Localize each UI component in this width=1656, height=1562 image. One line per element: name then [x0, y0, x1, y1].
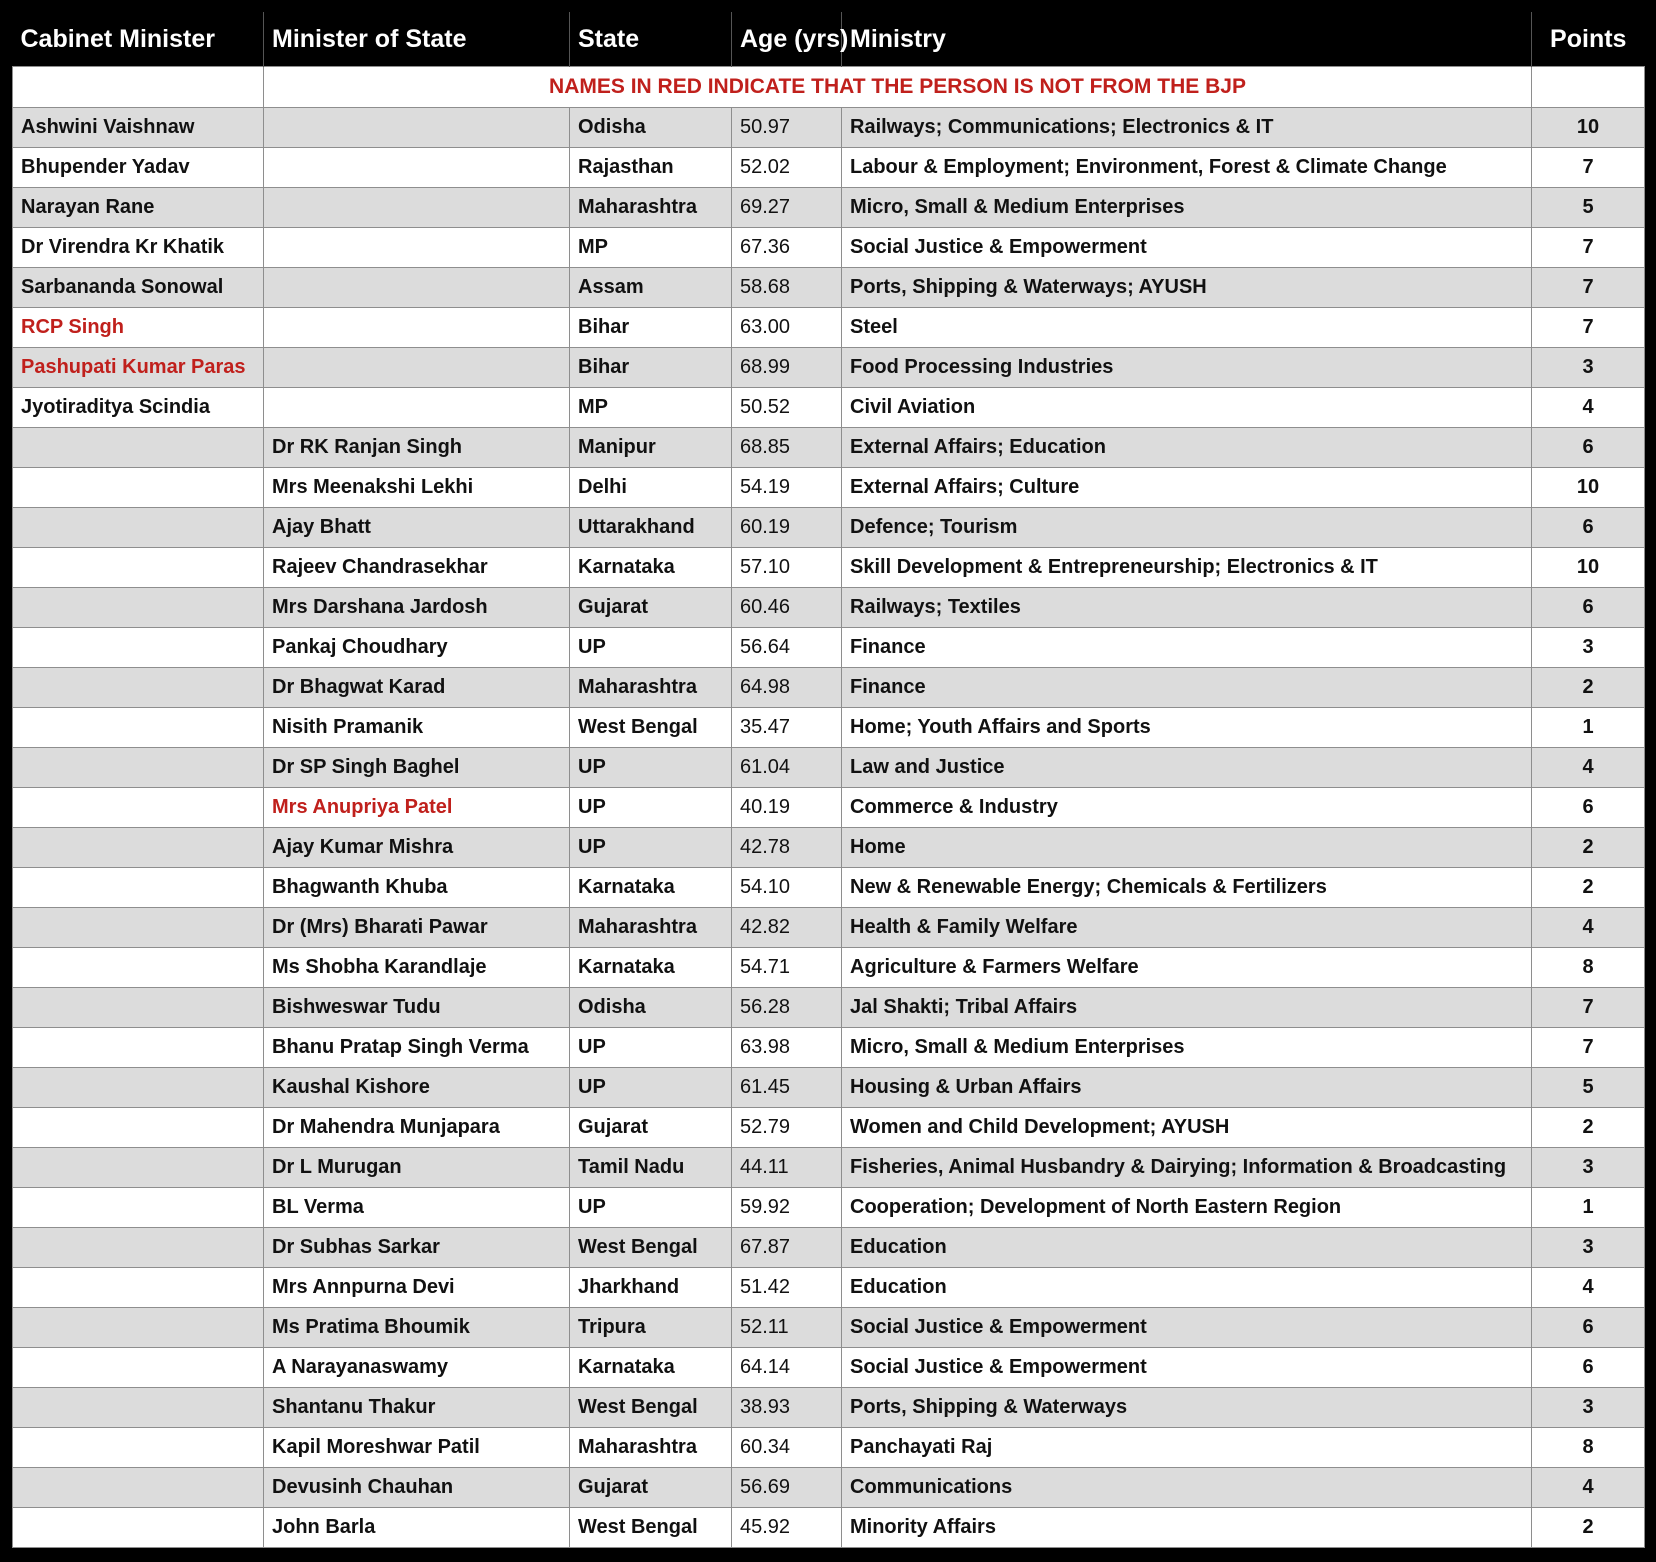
- minister-of-state-cell: Dr SP Singh Baghel: [264, 748, 570, 788]
- ministry-cell: Finance: [842, 628, 1532, 668]
- minister-of-state-cell: BL Verma: [264, 1188, 570, 1228]
- age-cell: 51.42: [732, 1268, 842, 1308]
- minister-of-state-cell: Kapil Moreshwar Patil: [264, 1428, 570, 1468]
- table-row: [13, 348, 1645, 388]
- col-header-points: Points: [1532, 12, 1645, 67]
- table-row: [13, 828, 1645, 868]
- minister-of-state-cell: Rajeev Chandrasekhar: [264, 548, 570, 588]
- points-cell: 7: [1532, 308, 1645, 348]
- minister-of-state-cell: Mrs Anupriya Patel: [264, 788, 570, 828]
- table-row: [13, 748, 1645, 788]
- age-cell: 56.64: [732, 628, 842, 668]
- age-cell: 60.34: [732, 1428, 842, 1468]
- cabinet-minister-cell: [13, 468, 264, 508]
- minister-of-state-cell: Ajay Kumar Mishra: [264, 828, 570, 868]
- cabinet-minister-cell: Jyotiraditya Scindia: [13, 388, 264, 428]
- table-row: [13, 468, 1645, 508]
- minister-of-state-cell: Dr RK Ranjan Singh: [264, 428, 570, 468]
- age-cell: 59.92: [732, 1188, 842, 1228]
- state-cell: Maharashtra: [570, 668, 732, 708]
- note-empty-cell: [1532, 67, 1645, 108]
- age-cell: 67.36: [732, 228, 842, 268]
- ministry-cell: Micro, Small & Medium Enterprises: [842, 1028, 1532, 1068]
- points-cell: 4: [1532, 1468, 1645, 1508]
- table-row: [13, 228, 1645, 268]
- cabinet-minister-cell: Dr Virendra Kr Khatik: [13, 228, 264, 268]
- cabinet-minister-cell: [13, 668, 264, 708]
- ministry-cell: Defence; Tourism: [842, 508, 1532, 548]
- points-cell: 6: [1532, 588, 1645, 628]
- age-cell: 35.47: [732, 708, 842, 748]
- minister-of-state-cell: [264, 148, 570, 188]
- cabinet-minister-cell: [13, 908, 264, 948]
- state-cell: UP: [570, 788, 732, 828]
- cabinet-minister-cell: [13, 1068, 264, 1108]
- ministry-cell: Cooperation; Development of North Eastern Region: [842, 1188, 1532, 1228]
- points-cell: 3: [1532, 1148, 1645, 1188]
- ministry-cell: Railways; Communications; Electronics & IT: [842, 108, 1532, 148]
- points-cell: 10: [1532, 468, 1645, 508]
- ministry-cell: Micro, Small & Medium Enterprises: [842, 188, 1532, 228]
- age-cell: 45.92: [732, 1508, 842, 1548]
- minister-of-state-cell: Shantanu Thakur: [264, 1388, 570, 1428]
- points-cell: 8: [1532, 948, 1645, 988]
- ministry-cell: Skill Development & Entrepreneurship; Electronics & IT: [842, 548, 1532, 588]
- non-bjp-note: NAMES IN RED INDICATE THAT THE PERSON IS NOT FROM THE BJP: [264, 67, 1532, 108]
- minister-of-state-cell: Kaushal Kishore: [264, 1068, 570, 1108]
- table-row: [13, 188, 1645, 228]
- age-cell: 60.46: [732, 588, 842, 628]
- points-cell: 5: [1532, 188, 1645, 228]
- cabinet-minister-cell: [13, 428, 264, 468]
- ministry-cell: Fisheries, Animal Husbandry & Dairying; Information & Broadcasting: [842, 1148, 1532, 1188]
- state-cell: Assam: [570, 268, 732, 308]
- age-cell: 38.93: [732, 1388, 842, 1428]
- state-cell: UP: [570, 628, 732, 668]
- minister-of-state-cell: [264, 308, 570, 348]
- state-cell: Karnataka: [570, 1348, 732, 1388]
- age-cell: 52.79: [732, 1108, 842, 1148]
- table-row: [13, 1468, 1645, 1508]
- age-cell: 54.71: [732, 948, 842, 988]
- table-row: [13, 788, 1645, 828]
- state-cell: UP: [570, 748, 732, 788]
- col-header-ministry: Ministry: [842, 12, 1532, 67]
- minister-of-state-cell: Dr L Murugan: [264, 1148, 570, 1188]
- table-row: [13, 708, 1645, 748]
- ministry-cell: Education: [842, 1268, 1532, 1308]
- state-cell: West Bengal: [570, 1228, 732, 1268]
- cabinet-minister-cell: [13, 748, 264, 788]
- points-cell: 7: [1532, 148, 1645, 188]
- age-cell: 56.69: [732, 1468, 842, 1508]
- points-cell: 6: [1532, 428, 1645, 468]
- minister-of-state-cell: Ms Shobha Karandlaje: [264, 948, 570, 988]
- ministry-cell: Housing & Urban Affairs: [842, 1068, 1532, 1108]
- minister-of-state-cell: Mrs Meenakshi Lekhi: [264, 468, 570, 508]
- state-cell: Maharashtra: [570, 908, 732, 948]
- minister-of-state-cell: [264, 188, 570, 228]
- cabinet-minister-cell: [13, 588, 264, 628]
- points-cell: 7: [1532, 228, 1645, 268]
- age-cell: 68.85: [732, 428, 842, 468]
- age-cell: 54.19: [732, 468, 842, 508]
- state-cell: Bihar: [570, 348, 732, 388]
- ministry-cell: Ports, Shipping & Waterways; AYUSH: [842, 268, 1532, 308]
- cabinet-minister-cell: [13, 628, 264, 668]
- table-row: [13, 548, 1645, 588]
- ministry-cell: Education: [842, 1228, 1532, 1268]
- age-cell: 44.11: [732, 1148, 842, 1188]
- points-cell: 6: [1532, 1308, 1645, 1348]
- state-cell: Odisha: [570, 108, 732, 148]
- cabinet-minister-cell: [13, 868, 264, 908]
- minister-of-state-cell: Dr Mahendra Munjapara: [264, 1108, 570, 1148]
- state-cell: Karnataka: [570, 868, 732, 908]
- table-row: [13, 388, 1645, 428]
- state-cell: Tripura: [570, 1308, 732, 1348]
- age-cell: 60.19: [732, 508, 842, 548]
- state-cell: Delhi: [570, 468, 732, 508]
- minister-of-state-cell: Nisith Pramanik: [264, 708, 570, 748]
- state-cell: MP: [570, 228, 732, 268]
- ministry-cell: Civil Aviation: [842, 388, 1532, 428]
- table-row: [13, 108, 1645, 148]
- cabinet-minister-cell: RCP Singh: [13, 308, 264, 348]
- state-cell: Gujarat: [570, 1108, 732, 1148]
- points-cell: 7: [1532, 268, 1645, 308]
- points-cell: 2: [1532, 1508, 1645, 1548]
- age-cell: 61.04: [732, 748, 842, 788]
- ministry-cell: Health & Family Welfare: [842, 908, 1532, 948]
- cabinet-minister-cell: [13, 1348, 264, 1388]
- state-cell: Odisha: [570, 988, 732, 1028]
- table-row: [13, 1188, 1645, 1228]
- age-cell: 69.27: [732, 188, 842, 228]
- table-row: [13, 1268, 1645, 1308]
- age-cell: 42.78: [732, 828, 842, 868]
- ministry-cell: Social Justice & Empowerment: [842, 1348, 1532, 1388]
- age-cell: 52.11: [732, 1308, 842, 1348]
- minister-of-state-cell: [264, 268, 570, 308]
- state-cell: Rajasthan: [570, 148, 732, 188]
- points-cell: 10: [1532, 108, 1645, 148]
- ministry-cell: Home; Youth Affairs and Sports: [842, 708, 1532, 748]
- ministry-cell: Jal Shakti; Tribal Affairs: [842, 988, 1532, 1028]
- minister-of-state-cell: Ms Pratima Bhoumik: [264, 1308, 570, 1348]
- table-row: [13, 1108, 1645, 1148]
- ministers-table-frame: [12, 12, 1644, 1550]
- cabinet-minister-cell: Bhupender Yadav: [13, 148, 264, 188]
- ministry-cell: Ports, Shipping & Waterways: [842, 1388, 1532, 1428]
- minister-of-state-cell: Bhanu Pratap Singh Verma: [264, 1028, 570, 1068]
- ministry-cell: Home: [842, 828, 1532, 868]
- ministry-cell: Finance: [842, 668, 1532, 708]
- cabinet-minister-cell: [13, 1468, 264, 1508]
- state-cell: UP: [570, 1028, 732, 1068]
- age-cell: 63.00: [732, 308, 842, 348]
- state-cell: Karnataka: [570, 548, 732, 588]
- points-cell: 2: [1532, 868, 1645, 908]
- col-header-age: Age (yrs): [732, 12, 842, 67]
- state-cell: MP: [570, 388, 732, 428]
- points-cell: 4: [1532, 1268, 1645, 1308]
- points-cell: 6: [1532, 788, 1645, 828]
- col-header-minister-of-state: Minister of State: [264, 12, 570, 67]
- age-cell: 58.68: [732, 268, 842, 308]
- points-cell: 3: [1532, 348, 1645, 388]
- ministry-cell: Law and Justice: [842, 748, 1532, 788]
- cabinet-minister-cell: Narayan Rane: [13, 188, 264, 228]
- table-row: [13, 1428, 1645, 1468]
- ministry-cell: Women and Child Development; AYUSH: [842, 1108, 1532, 1148]
- cabinet-minister-cell: [13, 1308, 264, 1348]
- cabinet-minister-cell: [13, 708, 264, 748]
- points-cell: 3: [1532, 1228, 1645, 1268]
- points-cell: 5: [1532, 1068, 1645, 1108]
- age-cell: 56.28: [732, 988, 842, 1028]
- state-cell: Gujarat: [570, 1468, 732, 1508]
- cabinet-minister-cell: Sarbananda Sonowal: [13, 268, 264, 308]
- table-row: [13, 268, 1645, 308]
- table-row: [13, 428, 1645, 468]
- points-cell: 6: [1532, 508, 1645, 548]
- table-row: [13, 948, 1645, 988]
- table-row: [13, 988, 1645, 1028]
- points-cell: 6: [1532, 1348, 1645, 1388]
- cabinet-minister-cell: [13, 1508, 264, 1548]
- ministry-cell: Agriculture & Farmers Welfare: [842, 948, 1532, 988]
- table-row: [13, 1228, 1645, 1268]
- age-cell: 50.52: [732, 388, 842, 428]
- ministry-cell: Food Processing Industries: [842, 348, 1532, 388]
- table-row: [13, 1508, 1645, 1548]
- cabinet-minister-cell: [13, 548, 264, 588]
- points-cell: 4: [1532, 908, 1645, 948]
- points-cell: 2: [1532, 668, 1645, 708]
- minister-of-state-cell: Dr Subhas Sarkar: [264, 1228, 570, 1268]
- minister-of-state-cell: Ajay Bhatt: [264, 508, 570, 548]
- cabinet-minister-cell: [13, 1148, 264, 1188]
- age-cell: 40.19: [732, 788, 842, 828]
- points-cell: 3: [1532, 628, 1645, 668]
- note-row: [13, 67, 1645, 108]
- header-row: [13, 12, 1645, 67]
- state-cell: West Bengal: [570, 1508, 732, 1548]
- state-cell: Karnataka: [570, 948, 732, 988]
- points-cell: 3: [1532, 1388, 1645, 1428]
- col-header-cabinet-minister: Cabinet Minister: [13, 12, 264, 67]
- age-cell: 61.45: [732, 1068, 842, 1108]
- ministers-table: [12, 12, 1645, 1548]
- table-row: [13, 1348, 1645, 1388]
- state-cell: Gujarat: [570, 588, 732, 628]
- cabinet-minister-cell: [13, 988, 264, 1028]
- table-row: [13, 908, 1645, 948]
- state-cell: UP: [570, 1188, 732, 1228]
- cabinet-minister-cell: [13, 1388, 264, 1428]
- table-row: [13, 668, 1645, 708]
- ministry-cell: Labour & Employment; Environment, Forest & Climate Change: [842, 148, 1532, 188]
- points-cell: 2: [1532, 1108, 1645, 1148]
- state-cell: Uttarakhand: [570, 508, 732, 548]
- ministry-cell: External Affairs; Education: [842, 428, 1532, 468]
- table-row: [13, 628, 1645, 668]
- minister-of-state-cell: Bishweswar Tudu: [264, 988, 570, 1028]
- minister-of-state-cell: Devusinh Chauhan: [264, 1468, 570, 1508]
- age-cell: 54.10: [732, 868, 842, 908]
- state-cell: Bihar: [570, 308, 732, 348]
- age-cell: 63.98: [732, 1028, 842, 1068]
- minister-of-state-cell: John Barla: [264, 1508, 570, 1548]
- points-cell: 10: [1532, 548, 1645, 588]
- table-row: [13, 308, 1645, 348]
- age-cell: 64.98: [732, 668, 842, 708]
- age-cell: 67.87: [732, 1228, 842, 1268]
- minister-of-state-cell: Pankaj Choudhary: [264, 628, 570, 668]
- minister-of-state-cell: Bhagwanth Khuba: [264, 868, 570, 908]
- points-cell: 7: [1532, 988, 1645, 1028]
- points-cell: 4: [1532, 748, 1645, 788]
- age-cell: 42.82: [732, 908, 842, 948]
- state-cell: Maharashtra: [570, 1428, 732, 1468]
- ministry-cell: Steel: [842, 308, 1532, 348]
- table-row: [13, 1028, 1645, 1068]
- state-cell: Manipur: [570, 428, 732, 468]
- age-cell: 50.97: [732, 108, 842, 148]
- cabinet-minister-cell: [13, 1108, 264, 1148]
- cabinet-minister-cell: [13, 1268, 264, 1308]
- state-cell: West Bengal: [570, 1388, 732, 1428]
- ministry-cell: Railways; Textiles: [842, 588, 1532, 628]
- age-cell: 64.14: [732, 1348, 842, 1388]
- cabinet-minister-cell: Pashupati Kumar Paras: [13, 348, 264, 388]
- points-cell: 7: [1532, 1028, 1645, 1068]
- table-row: [13, 1068, 1645, 1108]
- state-cell: UP: [570, 1068, 732, 1108]
- cabinet-minister-cell: [13, 828, 264, 868]
- ministry-cell: Minority Affairs: [842, 1508, 1532, 1548]
- age-cell: 52.02: [732, 148, 842, 188]
- cabinet-minister-cell: [13, 948, 264, 988]
- cabinet-minister-cell: Ashwini Vaishnaw: [13, 108, 264, 148]
- cabinet-minister-cell: [13, 1028, 264, 1068]
- ministry-cell: Social Justice & Empowerment: [842, 1308, 1532, 1348]
- table-row: [13, 1308, 1645, 1348]
- note-empty-cell: [13, 67, 264, 108]
- minister-of-state-cell: Dr (Mrs) Bharati Pawar: [264, 908, 570, 948]
- cabinet-minister-cell: [13, 1188, 264, 1228]
- age-cell: 68.99: [732, 348, 842, 388]
- ministry-cell: External Affairs; Culture: [842, 468, 1532, 508]
- minister-of-state-cell: [264, 228, 570, 268]
- table-body: [13, 67, 1645, 1548]
- ministry-cell: Commerce & Industry: [842, 788, 1532, 828]
- table-row: [13, 508, 1645, 548]
- cabinet-minister-cell: [13, 788, 264, 828]
- minister-of-state-cell: Dr Bhagwat Karad: [264, 668, 570, 708]
- table-row: [13, 148, 1645, 188]
- state-cell: Maharashtra: [570, 188, 732, 228]
- ministry-cell: New & Renewable Energy; Chemicals & Fertilizers: [842, 868, 1532, 908]
- minister-of-state-cell: Mrs Darshana Jardosh: [264, 588, 570, 628]
- state-cell: Jharkhand: [570, 1268, 732, 1308]
- points-cell: 4: [1532, 388, 1645, 428]
- cabinet-minister-cell: [13, 1228, 264, 1268]
- table-row: [13, 588, 1645, 628]
- minister-of-state-cell: [264, 108, 570, 148]
- table-row: [13, 1148, 1645, 1188]
- state-cell: UP: [570, 828, 732, 868]
- ministry-cell: Panchayati Raj: [842, 1428, 1532, 1468]
- points-cell: 1: [1532, 1188, 1645, 1228]
- minister-of-state-cell: A Narayanaswamy: [264, 1348, 570, 1388]
- cabinet-minister-cell: [13, 508, 264, 548]
- cabinet-minister-cell: [13, 1428, 264, 1468]
- table-row: [13, 868, 1645, 908]
- age-cell: 57.10: [732, 548, 842, 588]
- state-cell: West Bengal: [570, 708, 732, 748]
- points-cell: 2: [1532, 828, 1645, 868]
- points-cell: 8: [1532, 1428, 1645, 1468]
- minister-of-state-cell: [264, 388, 570, 428]
- ministry-cell: Communications: [842, 1468, 1532, 1508]
- points-cell: 1: [1532, 708, 1645, 748]
- table-row: [13, 1388, 1645, 1428]
- state-cell: Tamil Nadu: [570, 1148, 732, 1188]
- ministry-cell: Social Justice & Empowerment: [842, 228, 1532, 268]
- minister-of-state-cell: Mrs Annpurna Devi: [264, 1268, 570, 1308]
- minister-of-state-cell: [264, 348, 570, 388]
- col-header-state: State: [570, 12, 732, 67]
